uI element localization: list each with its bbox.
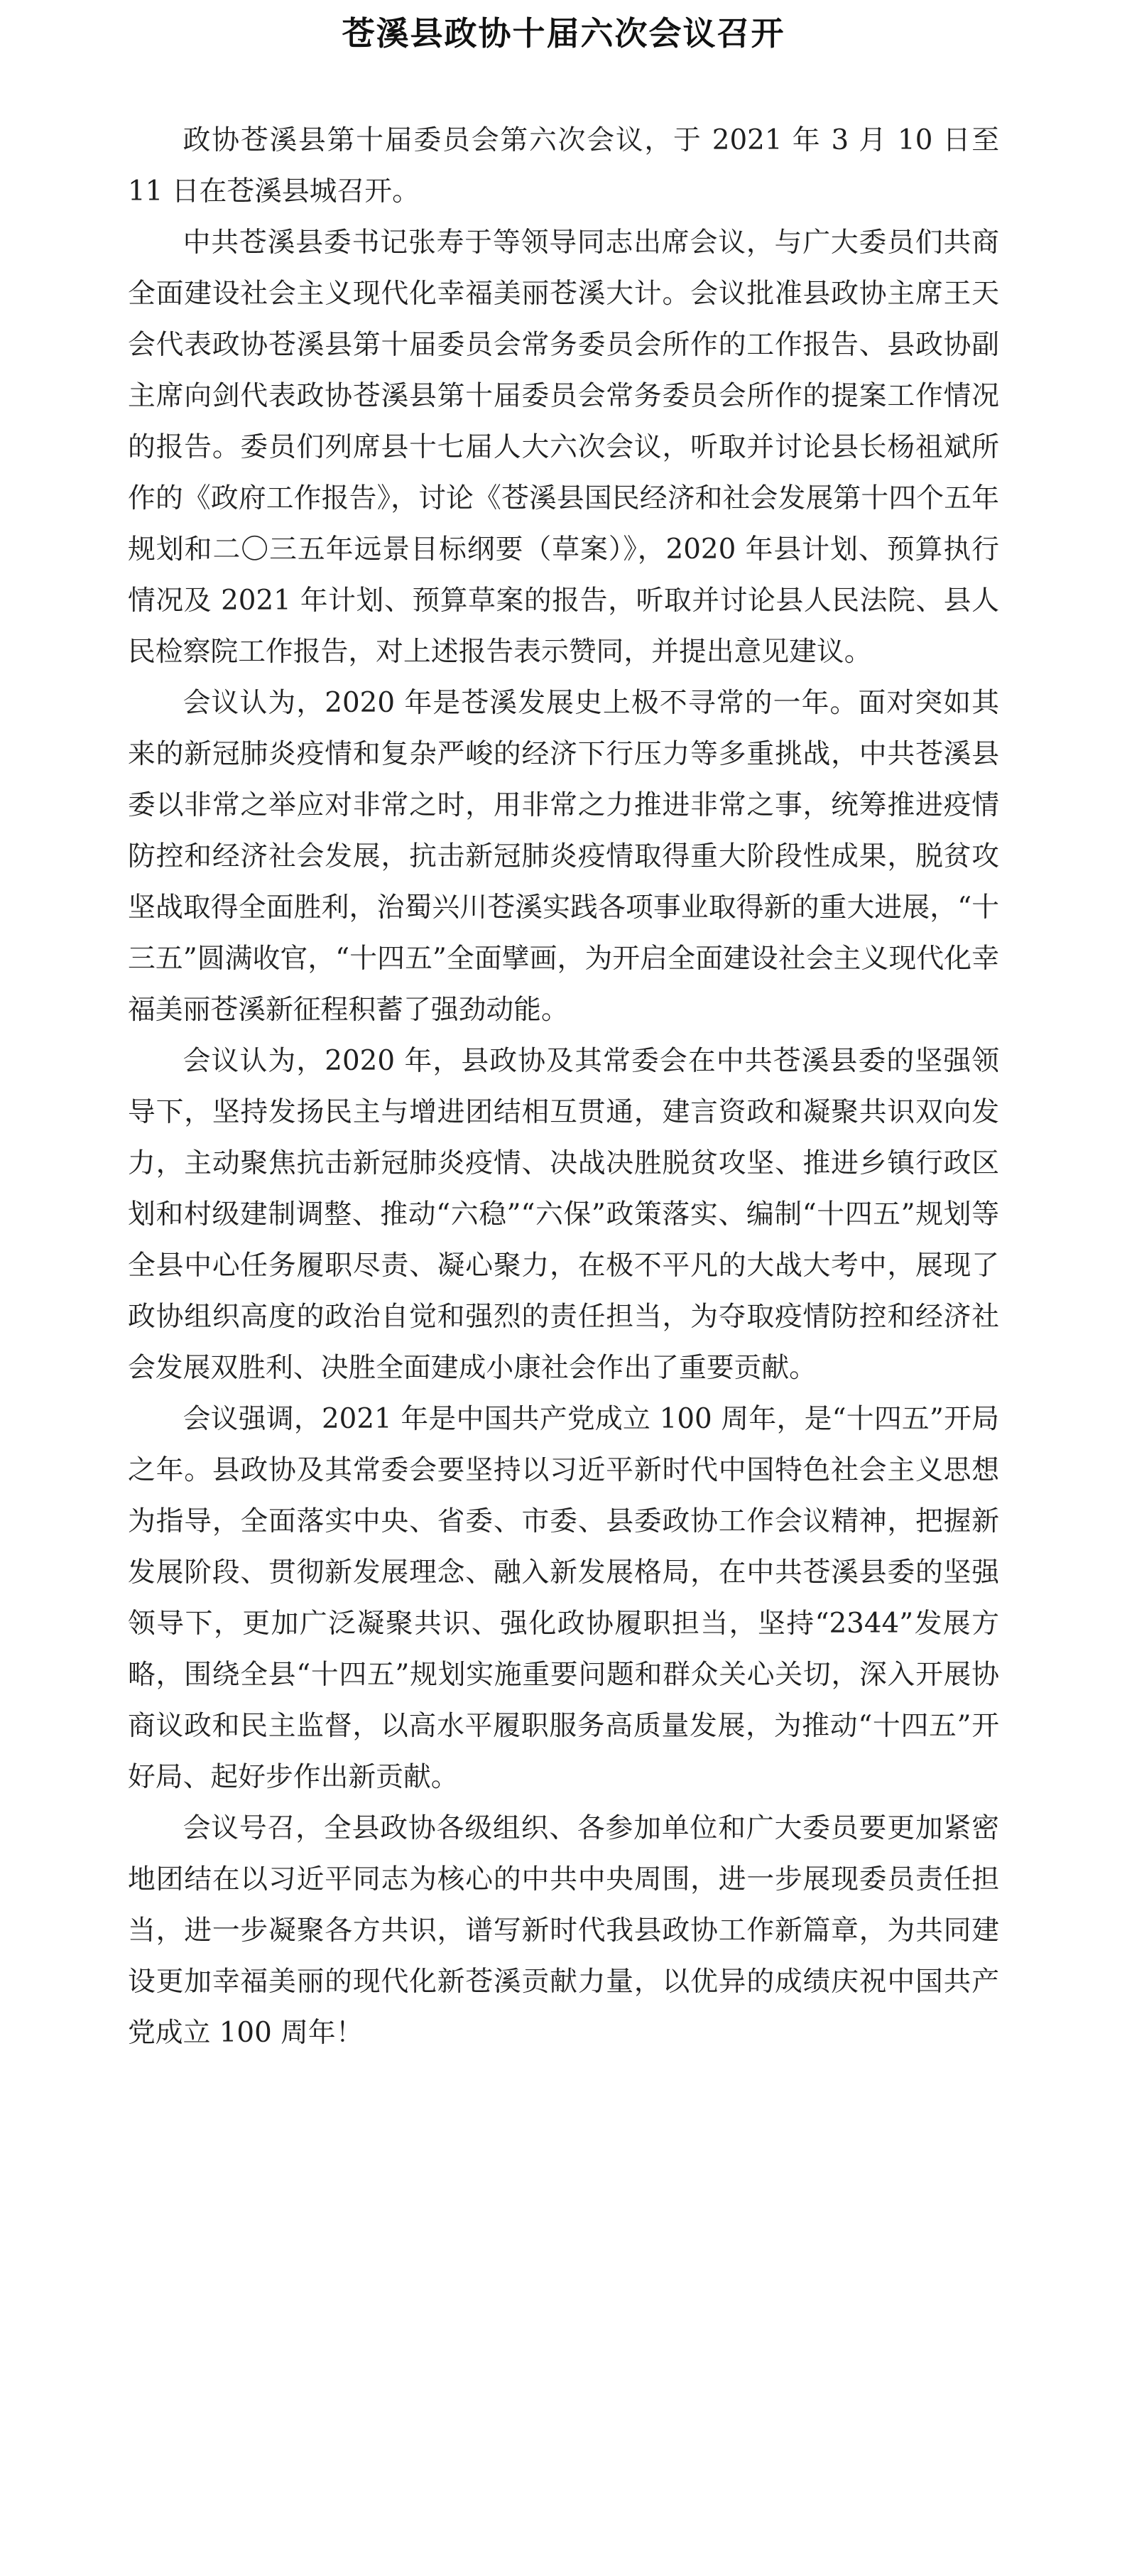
- paragraph-call-to-action: 会议号召，全县政协各级组织、各参加单位和广大委员要更加紧密地团结在以习近平同志为核心的中共中央周围，进一步展现委员责任担当，进一步凝聚各方共识，谱写新时代我县政协工作新篇章，为共同建设更加幸福美丽的现代化新苍溪贡献力量，以优异的成绩庆祝中国共产党成立 100 周年！: [128, 1812, 999, 2049]
- paragraph-cppcc-work-2020: 会议认为，2020 年，县政协及其常委会在中共苍溪县委的坚强领导下，坚持发扬民主与增进团结相互贯通，建言资政和凝聚共识双向发力，主动聚焦抗击新冠肺炎疫情、决战决胜脱贫攻坚、推进乡镇行政区划和村级建制调整、推动“六稳”“六保”政策落实、编制“十四五”规划等全县中心任务履职尽责、凝心聚力，在极不平凡的大战大考中，展现了政协组织高度的政治自觉和强烈的责任担当，为夺取疫情防控和经济社会发展双胜利、决胜全面建成小康社会作出了重要贡献。: [128, 1045, 999, 1384]
- paragraph-2021-emphasis: 会议强调，2021 年是中国共产党成立 100 周年，是“十四五”开局之年。县政协及其常委会要坚持以习近平新时代中国特色社会主义思想为指导，全面落实中央、省委、市委、县委政协工作会议精神，把握新发展阶段、贯彻新发展理念、融入新发展格局，在中共苍溪县委的坚强领导下，更加广泛凝聚共识、强化政协履职担当，坚持“2344”发展方略，围绕全县“十四五”规划实施重要问题和群众关心关切，深入开展协商议政和民主监督，以高水平履职服务高质量发展，为推动“十四五”开好局、起好步作出新贡献。: [128, 1403, 999, 1793]
- article-body: [128, 115, 999, 2059]
- paragraph-2020-review: 会议认为，2020 年是苍溪发展史上极不寻常的一年。面对突如其来的新冠肺炎疫情和复杂严峻的经济下行压力等多重挑战，中共苍溪县委以非常之举应对非常之时，用非常之力推进非常之事，统筹推进疫情防控和经济社会发展，抗击新冠肺炎疫情取得重大阶段性成果，脱贫攻坚战取得全面胜利，治蜀兴川苍溪实践各项事业取得新的重大进展，“十三五”圆满收官，“十四五”全面擘画，为开启全面建设社会主义现代化幸福美丽苍溪新征程积蓄了强劲动能。: [128, 687, 999, 1026]
- paragraph-attendance-reports: 中共苍溪县委书记张寿于等领导同志出席会议，与广大委员们共商全面建设社会主义现代化幸福美丽苍溪大计。会议批准县政协主席王天会代表政协苍溪县第十届委员会常务委员会所作的工作报告、县政协副主席向剑代表政协苍溪县第十届委员会常务委员会所作的提案工作情况的报告。委员们列席县十七届人大六次会议，听取并讨论县长杨祖斌所作的《政府工作报告》，讨论《苍溪县国民经济和社会发展第十四个五年规划和二〇三五年远景目标纲要（草案）》，2020 年县计划、预算执行情况及 2021 年计划、预算草案的报告，听取并讨论县人民法院、县人民检察院工作报告，对上述报告表示赞同，并提出意见建议。: [128, 227, 999, 668]
- article-title: 苍溪县政协十届六次会议召开: [342, 14, 785, 53]
- paragraph-session-dates: 政协苍溪县第十届委员会第六次会议，于 2021 年 3 月 10 日至 11 日在苍溪县城召开。: [128, 124, 999, 207]
